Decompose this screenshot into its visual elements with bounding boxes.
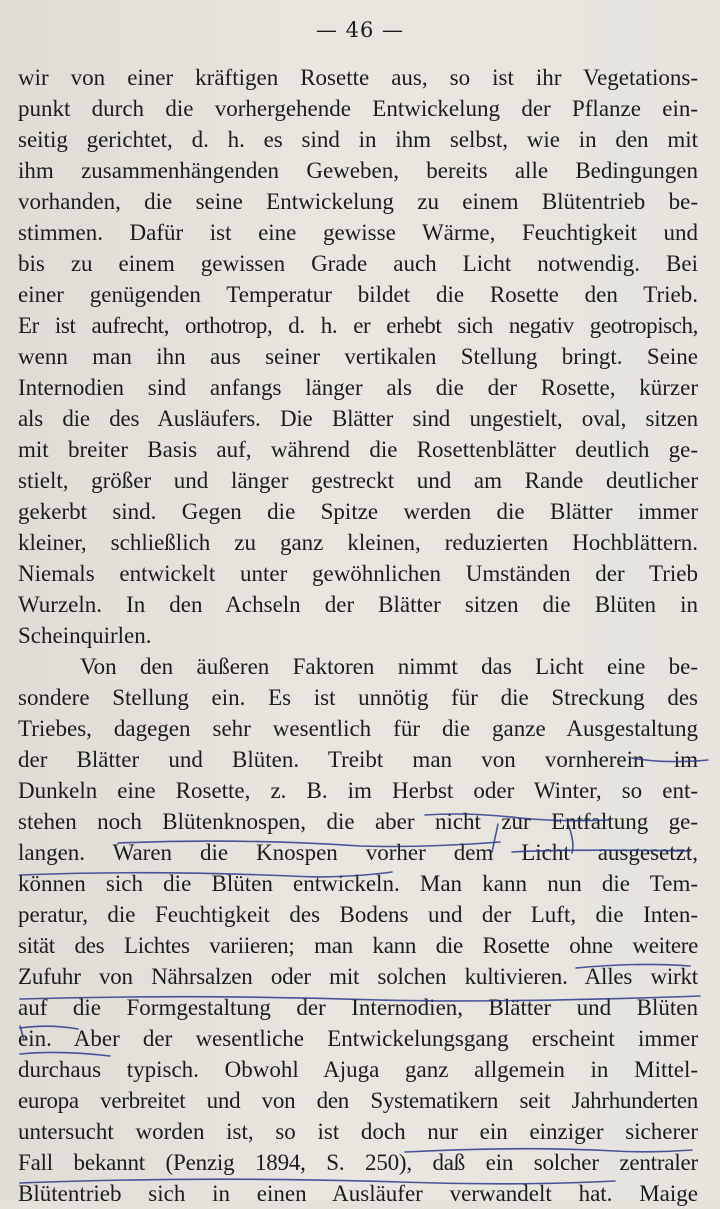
text-line: Er ist aufrecht, orthotrop, d. h. er erhebt sich negativ geotropisch, <box>18 313 698 338</box>
text-line: peratur, die Feuchtigkeit des Bodens und der Luft, die Inten- <box>18 902 698 927</box>
paragraph-2 <box>18 651 698 1209</box>
text-line: vorhanden, die seine Entwickelung zu einem Blütentrieb be- <box>18 189 698 214</box>
text-line: Von den äußeren Faktoren nimmt das Licht eine be- <box>80 654 698 679</box>
text-line: punkt durch die vorhergehende Entwickelung der Pflanze ein- <box>18 96 698 121</box>
text-line: Scheinquirlen. <box>18 623 152 648</box>
text-line: europa verbreitet und von den Systematikern seit Jahrhunderten <box>18 1088 698 1113</box>
text-line: sität des Lichtes variieren; man kann die Rosette ohne weitere <box>18 933 698 958</box>
paragraph-1 <box>18 62 698 651</box>
text-line: können sich die Blüten entwickeln. Man kann nun die Tem- <box>18 871 698 896</box>
text-line: mit breiter Basis auf, während die Rosettenblätter deutlich ge- <box>18 437 698 462</box>
text-line: ihm zusammenhängenden Geweben, bereits alle Bedingungen <box>18 158 698 183</box>
text-line: stimmen. Dafür ist eine gewisse Wärme, Feuchtigkeit und <box>18 220 698 245</box>
text-line: der Blätter und Blüten. Treibt man von vornherein im <box>18 747 698 772</box>
text-line: einer genügenden Temperatur bildet die Rosette den Trieb. <box>18 282 698 307</box>
text-line: kleiner, schließlich zu ganz kleinen, reduzierten Hochblättern. <box>18 530 698 555</box>
text-line: ein. Aber der wesentliche Entwickelungsgang erscheint immer <box>18 1026 698 1051</box>
text-line: auf die Formgestaltung der Internodien, Blätter und Blüten <box>18 995 698 1020</box>
text-line: bis zu einem gewissen Grade auch Licht notwendig. Bei <box>18 251 698 276</box>
text-line: Fall bekannt (Penzig 1894, S. 250), daß ein solcher zentraler <box>18 1150 698 1175</box>
body-text <box>18 62 698 1209</box>
text-line: untersucht worden ist, so ist doch nur ein einziger sicherer <box>18 1119 698 1144</box>
text-line: Zufuhr von Nährsalzen oder mit solchen kultivieren. Alles wirkt <box>18 964 698 989</box>
text-line: Internodien sind anfangs länger als die der Rosette, kürzer <box>18 375 698 400</box>
text-line: als die des Ausläufers. Die Blätter sind ungestielt, oval, sitzen <box>18 406 698 431</box>
text-line: stielt, größer und länger gestreckt und am Rande deutlicher <box>18 468 698 493</box>
text-line: gekerbt sind. Gegen die Spitze werden die Blätter immer <box>18 499 698 524</box>
text-line: durchaus typisch. Obwohl Ajuga ganz allgemein in Mittel- <box>18 1057 698 1082</box>
text-line: langen. Waren die Knospen vorher dem Licht ausgesetzt, <box>18 840 698 865</box>
page-number: — 46 — <box>315 18 405 42</box>
text-line: stehen noch Blütenknospen, die aber nicht zur Entfaltung ge- <box>18 809 698 834</box>
text-line: Dunkeln eine Rosette, z. B. im Herbst oder Winter, so ent- <box>18 778 698 803</box>
text-line: Triebes, dagegen sehr wesentlich für die ganze Ausgestaltung <box>18 716 698 741</box>
text-line: Niemals entwickelt unter gewöhnlichen Umständen der Trieb <box>18 561 698 586</box>
text-line: Blütentrieb sich in einen Ausläufer verwandelt hat. Maige <box>18 1181 698 1206</box>
text-line: sondere Stellung ein. Es ist unnötig für die Streckung des <box>18 685 698 710</box>
text-line: Wurzeln. In den Achseln der Blätter sitzen die Blüten in <box>18 592 698 617</box>
text-line: seitig gerichtet, d. h. es sind in ihm selbst, wie in den mit <box>18 127 698 152</box>
text-line: wir von einer kräftigen Rosette aus, so ist ihr Vegetations- <box>18 65 698 90</box>
text-line: wenn man ihn aus seiner vertikalen Stellung bringt. Seine <box>18 344 698 369</box>
